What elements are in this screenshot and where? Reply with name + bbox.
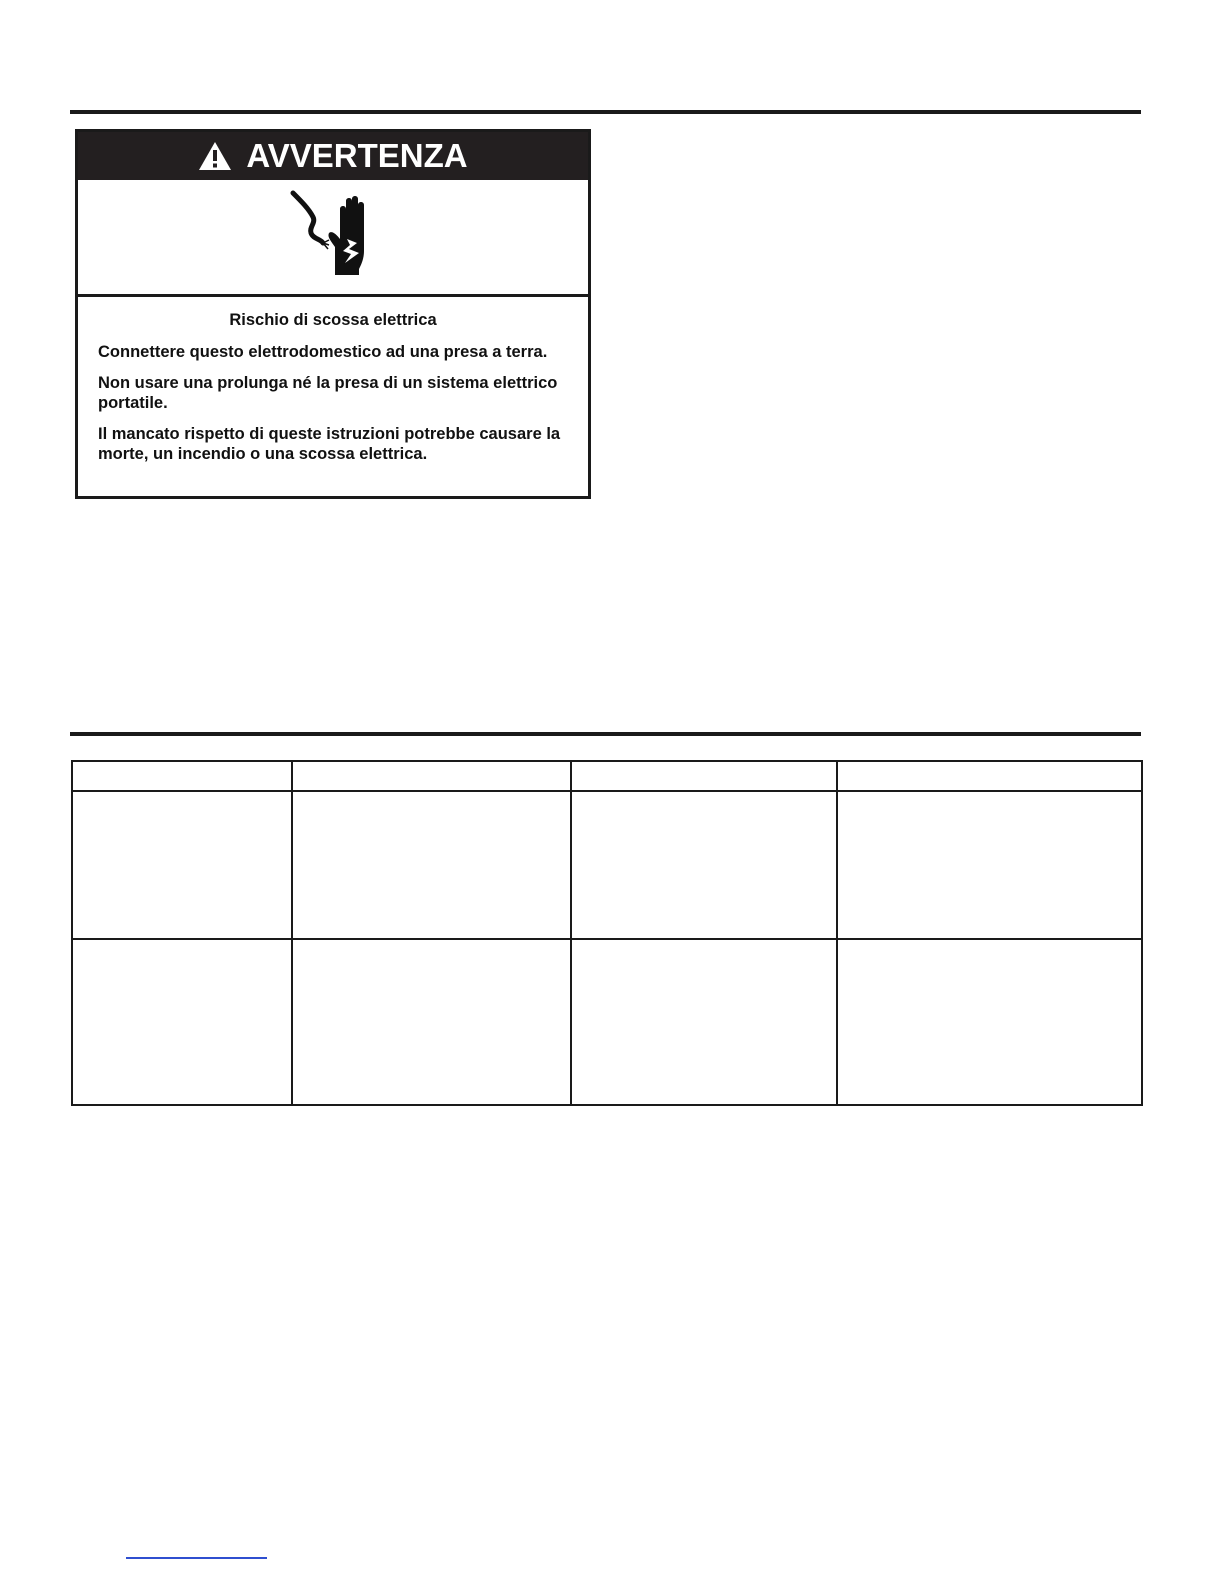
footer-link-underline[interactable] (126, 1557, 267, 1559)
section-rule (70, 732, 1141, 736)
warning-body (78, 297, 588, 464)
table-cell (292, 791, 571, 939)
table-cell (837, 939, 1142, 1105)
warning-header (78, 132, 588, 180)
warning-paragraph-2: Non usare una prolunga né la presa di un sistema elettrico portatile. (98, 374, 558, 412)
warning-paragraph-1: Connettere questo elettrodomestico ad una presa a terra. (98, 343, 548, 361)
table-header-row (72, 761, 1142, 791)
warning-paragraph-3: Il mancato rispetto di queste istruzioni potrebbe causare la morte, un incendio o una scossa elettrica. (98, 425, 561, 463)
table-row (72, 791, 1142, 939)
warning-triangle-icon (198, 141, 232, 171)
table-cell (571, 939, 837, 1105)
table-cell (837, 791, 1142, 939)
top-rule (70, 110, 1141, 114)
table-header-cell (72, 761, 292, 791)
table-header-cell (292, 761, 571, 791)
table-header-cell (837, 761, 1142, 791)
warning-title: AVVERTENZA (246, 137, 468, 174)
table-cell (72, 939, 292, 1105)
table-cell (292, 939, 571, 1105)
table-cell (571, 791, 837, 939)
table-header-cell (571, 761, 837, 791)
electric-shock-hand-icon (283, 187, 383, 288)
warning-heading: Rischio di scossa elettrica (229, 311, 437, 329)
table-cell (72, 791, 292, 939)
warning-box (75, 129, 591, 499)
table-row (72, 939, 1142, 1105)
icon-panel (78, 180, 588, 297)
data-table (71, 760, 1143, 1106)
